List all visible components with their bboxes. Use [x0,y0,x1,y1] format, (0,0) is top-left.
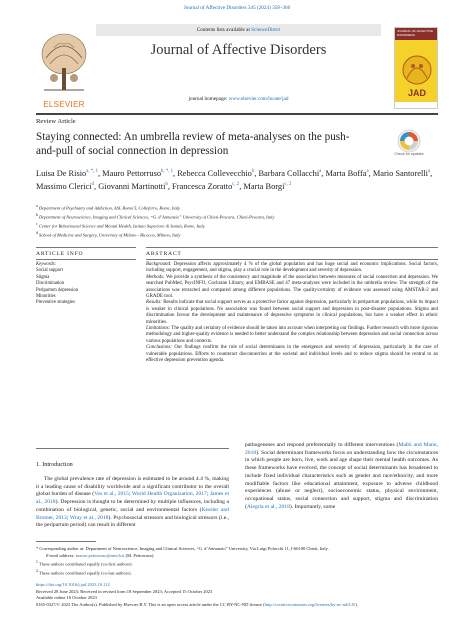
body-text: ; [206,491,210,498]
corresponding-author-note: * Corresponding author at: Department of Neuroscience, Imaging and Clinical Sciences, “G. d’Annunzio” University, Via Luigi Polacchi 11, I-66100 Chieti, Italy. [36,546,329,551]
body-text: ; [128,491,132,498]
keyword-item: Minorities [36,294,56,300]
author-name[interactable]: Giovanni Martinotti [98,182,166,192]
citation-link[interactable]: Wray et al., 2018 [69,514,109,521]
affiliation-item [36,221,436,230]
author-separator: , [239,182,244,192]
license-end: ). [355,601,358,607]
received-dates: Received 28 June 2023; Received in revised form 18 September 2023; Accepted 15 October 2023 [36,588,213,594]
citation-link[interactable]: Malhi and Mann, 2018 [245,442,438,456]
abstract-section-text: Our findings confirm the role of social determinants in the emergence and severity of depression, particularly in the case of vulnerable populations. Efforts to counteract disconnection at the societal and individual levels and to reduce stigma should be central to an effective depression prevention agenda. [146,345,438,364]
affiliation-key: a [36,204,38,208]
elsevier-tree-logo [36,28,92,100]
abstract-paragraph [146,262,438,275]
affiliation-key: d [36,231,38,236]
keyword-list [36,268,136,306]
affiliation-text: Department of Neuroscience, Imaging and Clinical Sciences, “G. d’Annunzio” University of Chieti-Pescara, Chieti-Pescara, Italy [37,214,275,220]
author-separator: , [254,168,259,178]
crossmark-label[interactable]: Check for updates [394,152,424,156]
author-separator: , [94,182,99,192]
abstract-body [146,262,438,365]
author-affiliation-marker[interactable]: c, 2 [284,182,292,188]
body-text: ). Psychosocial stressors and biological stressors (i.e., the peripartum period) can result in different [36,514,230,529]
affiliation-item [36,230,436,239]
abstract-section-text: We provide a synthesis of the consistency and magnitude of the association between measures of social connection and depression. We searched PubMed, PsycINFO, Cochrane Library, and EMBASE and 47 meta-analyses were included in the umbrella review. The strength of the associations was extracted and compared among different populations. The quality/certainty of evidence was assessed using AMSTAR-2 and GRADE tool. [146,274,438,300]
affiliation-item [36,212,436,221]
author-affiliation-marker[interactable]: d [91,182,95,188]
abstract-section-text: Depression affects approximately 4 % of the global population and has huge social and economic implications. Social factors, including support, engagement, and stigma, play a crucial role in the development and severity of depression. [146,262,438,274]
email-suffix: (M. Pettorruso). [124,552,155,558]
citation-link[interactable]: James et al., 2018 [36,491,230,506]
abstract-paragraph [146,345,438,364]
abstract-section-text: The quality and certainty of evidence should be taken into account when interpreting our findings. Further research with more rigorous methodology and higher-quality evidence is needed to better understand the complex relationship between depression and social connection across various populations and contexts. [146,326,438,344]
footnote-2-marker: 2 [36,569,38,574]
abstract-paragraph [146,326,438,345]
introduction-heading: 1. Introduction [36,461,73,468]
author-name[interactable]: Mauro Pettorruso [102,168,162,178]
abstract-section-label: Results: [146,300,162,306]
article-info-top-rule [36,247,136,248]
publication-meta [36,582,438,608]
footnote-2 [36,568,438,577]
abstract-section-text: Results indicate that social support serves as a protective factor against depression, particularly in peripartum populations, while its impact is weaker in clinical populations. No association was found between social support and depression in post-disaster populations. Stigma and discrimination favour the development and maintenance of depressive symptoms in clinical populations, but have a weaker effect in ethnic minorities. [146,300,438,325]
abstract-section-label: Methods: [146,274,165,280]
abstract-heading: ABSTRACT [146,251,182,257]
author-affiliation-marker[interactable]: c, 2 [232,182,240,188]
author-name[interactable]: Francesca Zoratto [172,182,233,192]
body-text: pathogeneses and respond preferentially to different interventions ( [245,442,399,448]
homepage-prefix: journal homepage: [188,96,229,102]
license-note [36,602,438,609]
affiliation-key: b [36,213,38,218]
author-affiliation-marker[interactable]: a [427,169,431,174]
author-affiliation-marker[interactable]: b [251,169,255,174]
article-info-sub-rule [36,259,136,260]
introduction-left-column [36,476,229,530]
journal-title[interactable]: Journal of Affective Disorders [150,42,327,58]
author-name[interactable]: Marta Boffa [325,168,367,178]
license-link[interactable]: http://creativecommons.org/licenses/by-nc-nd/4.0/ [264,601,356,607]
contents-prefix: Contents lists available at [196,27,252,33]
abstract-section-label: Conclusions: [146,345,173,351]
affiliation-text: Department of Psychiatry and Addiction, ASL Roma 5, Colleferro, Rome, Italy [37,205,181,211]
affiliation-list [36,203,436,239]
email-link[interactable]: mauro.pettorruso@unich.it [75,552,125,558]
citation-link[interactable]: Vos et al., 2015 [94,491,129,498]
abstract-paragraph [146,275,438,301]
author-affiliation-marker[interactable]: a [366,169,369,174]
author-affiliation-marker[interactable]: a, *, 1 [86,169,98,174]
author-name[interactable]: Mario Santorelli [372,168,428,178]
article-info-heading: ARTICLE INFO [36,251,84,257]
doi-link[interactable]: https://doi.org/10.1016/j.jad.2023.10.112 [36,582,110,587]
header-divider [36,113,438,115]
keyword-item: Social support [36,268,63,274]
author-separator: , [167,182,173,192]
affiliation-key: c [36,222,38,227]
cover-title: JOURNAL OF AFFECTIVE DISORDERS [395,28,437,40]
keyword-item: Preventive strategies [36,300,75,306]
abstract-section-label: Limitations: [146,326,171,332]
footnote-2-text: These authors contributed equally (co-last authors). [38,570,132,576]
author-separator: , [173,168,178,178]
footnote-rule [36,541,96,542]
introduction-right-column [245,442,438,511]
affiliation-text: School of Medicine and Surgery, University of Milano - Bicocca, Milano, Italy [37,232,181,238]
contents-availability [96,24,381,36]
body-text: ; [66,514,70,521]
affiliation-item [36,203,436,212]
citation-link[interactable]: Alegria et al., 2018 [246,503,290,510]
author-separator: , [321,168,326,178]
publisher-name[interactable]: ELSEVIER [43,100,85,109]
keywords-block [36,262,136,307]
abstract-sub-rule [146,259,438,260]
footnote-1-marker: 1 [36,560,38,565]
body-text: ). Social determinant frameworks focus on understanding how the circumstances in which people are born, live, work and age shape their mental health outcomes. As these frameworks have evolved, the concept of social determinants has broadened to include fixed individual characteristics such as gender and race/ethnicity, and more modifiable factors like educational attainment, exposure to adverse childhood experiences (abuse or neglect), socioeconomic status, physical environment, occupational status, social connection and support, stigma and discrimination ( [245,449,438,510]
author-affiliation-marker[interactable]: a [319,169,322,174]
crossmark-icon[interactable] [397,129,421,153]
author-separator: , [368,168,373,178]
email-label: E-mail address: [46,552,76,558]
author-separator: , [430,168,433,178]
author-affiliation-marker[interactable]: b, *, 1 [161,169,174,174]
citation-link[interactable]: Kessler and Bromet, 2013 [36,506,229,521]
available-online: Available online 16 October 2023 [36,595,97,601]
body-text: ). Importantly, some [289,503,336,510]
keywords-label: Keywords: [36,262,57,267]
footnotes [36,546,438,577]
journal-citation[interactable]: Journal of Affective Disorders 345 (2024) 358–366 [183,5,291,11]
citation-link[interactable]: World Health Organization, 2017 [131,491,207,498]
article-title: Staying connected: An umbrella review of meta-analyses on the push-and-pull of social connection in depression [36,131,350,157]
homepage-link[interactable]: www.elsevier.com/locate/jad [228,96,289,102]
footnote-1-text: These authors contributed equally (co-first authors). [38,561,133,567]
cover-letters: JAD [407,88,427,98]
email-note [36,553,438,560]
journal-homepage [96,96,381,102]
author-affiliation-marker[interactable]: b [165,182,168,188]
article-type: Review Article [36,118,76,125]
abstract-paragraph [146,300,438,326]
abstract-bottom-rule [36,448,229,449]
author-name[interactable]: Luisa De Risio [36,168,87,178]
author-name[interactable]: Barbara Collacchi [258,168,320,178]
author-name[interactable]: Marta Borgi [243,182,285,192]
keyword-item: Discrimination [36,281,65,287]
keyword-item: Stigma [36,274,50,280]
affiliation-text: Center for Behavioural Science and Mental Health, Istituto Superiore di Sanità, Rome, Italy [37,223,205,229]
author-separator: , [97,168,103,178]
footnote-1 [36,559,438,568]
body-text: ). Depression is thought to be determined by multiple influences, including a combination of biological, genetic, social and environmental factors ( [36,499,230,513]
author-name[interactable]: Rebecca Collevecchio [177,168,252,178]
author-list [36,166,436,193]
sciencedirect-link[interactable]: ScienceDirect [251,27,281,33]
journal-cover-thumbnail[interactable] [394,27,438,109]
license-text: 0165-0327/© 2023 The Author(s). Published by Elsevier B.V. This is an open access article under the CC BY-NC-ND license ( [36,601,265,607]
author-name[interactable]: Massimo Clerici [36,182,92,192]
abstract-top-rule [146,247,438,248]
cover-artwork [395,40,437,102]
keyword-item: Peripartum depression [36,287,79,293]
body-text: The global prevalence rate of depression is estimated to be around 4.4 %, making it a leading cause of disability worldwide and a significant contributor to the overall global burden of disease ( [36,476,229,498]
abstract-section-label: Background: [146,262,172,267]
